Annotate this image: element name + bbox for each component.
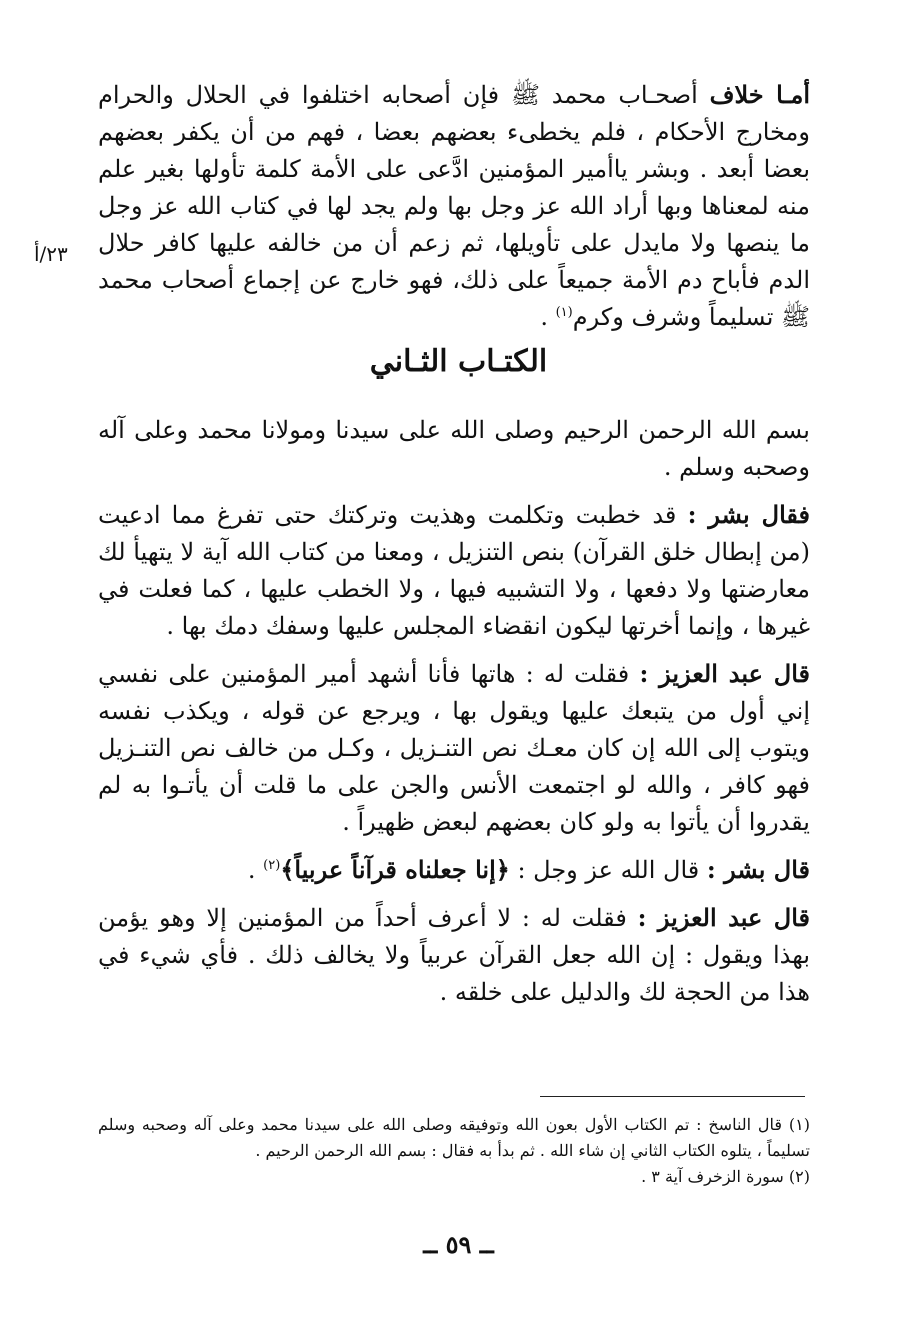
bishr-paragraph-2	[98, 851, 810, 889]
abdalaziz-paragraph-2	[98, 899, 810, 1011]
footnote-1: (١) قال الناسخ : تم الكتاب الأول بعون الله وتوفيقه وصلى الله على سيدنا محمد وعلى آله وصحبه وسلم تسليماً ، يتلوه الكتاب الثاني إن شاء الله . ثم بدأ به فقال : بسم الله الرحمن الرحيم .	[98, 1115, 810, 1160]
basmala-paragraph: بسم الله الرحمن الرحيم وصلى الله على سيدنا ومولانا محمد وعلى آله وصحبه وسلم .	[98, 416, 810, 481]
main-text-block	[98, 412, 810, 1011]
abdalaziz-lead-1: قال عبد العزيز :	[639, 659, 811, 688]
bishr-end-2: .	[247, 856, 264, 884]
opening-paragraph-block	[98, 76, 810, 336]
bishr-lead-2: قال بشر :	[706, 855, 810, 884]
footnote-ref-2: (٢)	[263, 858, 281, 873]
opening-paragraph-lead: أمـا خلاف	[709, 80, 810, 109]
bishr-body-2: قال الله عز وجل :	[509, 856, 707, 884]
bishr-paragraph-1	[98, 496, 810, 645]
opening-paragraph-end: .	[540, 303, 556, 331]
bishr-body-1: قد خطبت وتكلمت وهذيت وتركتك حتى تفرغ مما ادعيت (من إبطال خلق القرآن) بنص التنزيل ، ومعنا من كتاب الله آية لا يتهيأ لك معارضتها ولا دفعها ، ولا التشبيه فيها ، ولا الخطب عليها ، كما فعلت في غيرها ، وإنما أخرتها ليكون انقضاء المجلس عليها وسفك دمك بها .	[98, 501, 810, 640]
footnote-ref-1: (١)	[555, 305, 573, 320]
footnote-2: (٢) سورة الزخرف آية ٣ .	[641, 1167, 810, 1186]
abdalaziz-paragraph-1	[98, 655, 810, 841]
bishr-lead-1: فقال بشر :	[687, 500, 810, 529]
footnotes-block	[98, 1112, 810, 1190]
page-number: ــ ٥٩ ــ	[423, 1230, 494, 1259]
abdalaziz-body-1: فقلت له : هاتها فأنا أشهد أمير المؤمنين على نفسي إني أول من يتبعك عليها ويقول بها ، ويرجع عن قوله ، ويكذب نفسه ويتوب إلى الله إن كان معـك نص التنـزيل ، وكـل من خالف نص التنـزيل فهو كافر ، والله لو اجتمعت الأنس والجن على ما قلت أن يأتـوا به لم يقدروا أن يأتوا به ولو كان بعضهم لبعض ظهيراً .	[98, 660, 810, 836]
section-title: الكتـاب الثـاني	[369, 344, 548, 379]
footnote-separator	[540, 1096, 805, 1097]
abdalaziz-body-2: فقلت له : لا أعرف أحداً من المؤمنين إلا وهو يؤمن بهذا ويقول : إن الله جعل القرآن عربياً ولا يخالف ذلك . فأي شيء في هذا من الحجة لك والدليل على خلقه .	[98, 904, 810, 1006]
abdalaziz-lead-2: قال عبد العزيز :	[637, 903, 810, 932]
quran-verse: ﴿إنا جعلناه قرآناً عربياً﴾	[280, 855, 510, 884]
opening-paragraph-body: أصحـاب محمد ﷺ فإن أصحابه اختلفوا في الحلال والحرام ومخارج الأحكام ، فلم يخطىء بعضهم بعضا ، فهم من أن يكفر بعضهم بعضا أبعد . وبشر ياأمير المؤمنين ادَّعى على الأمة كلمة تأولها بغير علم منه لمعناها وبها أراد الله عز وجل بها ولم يجد لها في كتاب الله عز وجل ما ينصها ولا مايدل على تأويلها، ثم زعم أن من خالفه عليها كافر حلال الدم فأباح دم الأمة جميعاً على ذلك، فهو خارج عن إجماع أصحاب محمد ﷺ تسليماً وشرف وكرم	[98, 81, 810, 331]
margin-folio-reference: ٢٣/أ	[34, 242, 68, 266]
opening-paragraph	[98, 76, 810, 336]
